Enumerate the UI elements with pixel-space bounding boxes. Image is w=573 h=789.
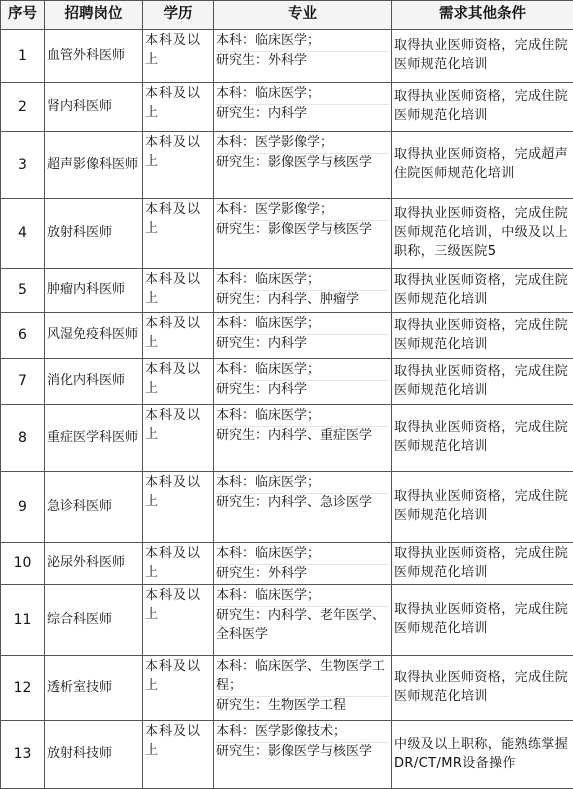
requirements-cell: 取得执业医师资格，完成住院医师规范化培训 — [392, 30, 573, 83]
row-index: 5 — [1, 269, 45, 313]
row-index: 9 — [1, 472, 45, 543]
major-cell — [214, 30, 392, 83]
major-cell — [214, 269, 392, 313]
header-education: 学历 — [143, 1, 214, 30]
major-graduate: 研究生：内科学 — [216, 334, 389, 354]
major-undergrad: 本科：医学影像技术； — [216, 723, 389, 742]
row-index: 2 — [1, 83, 45, 132]
table-row — [1, 132, 573, 199]
education-cell: 本科及以上 — [143, 269, 214, 313]
header-requirements: 需求其他条件 — [392, 1, 573, 30]
major-undergrad: 本科：临床医学、生物医学工程； — [216, 658, 389, 696]
major-cell — [214, 313, 392, 359]
major-cell — [214, 83, 392, 132]
position-cell: 超声影像科医师 — [45, 132, 143, 199]
row-index: 4 — [1, 199, 45, 269]
education-cell: 本科及以上 — [143, 543, 214, 585]
major-cell — [214, 721, 392, 789]
table-row — [1, 543, 573, 585]
major-cell — [214, 405, 392, 472]
education-cell: 本科及以上 — [143, 472, 214, 543]
education-cell: 本科及以上 — [143, 405, 214, 472]
row-index: 3 — [1, 132, 45, 199]
table-row — [1, 721, 573, 789]
major-undergrad: 本科：医学影像学； — [216, 134, 389, 153]
major-undergrad: 本科：临床医学； — [216, 271, 389, 290]
major-cell — [214, 132, 392, 199]
major-graduate: 研究生：内科学、急诊医学 — [216, 493, 389, 513]
position-cell: 透析室技师 — [45, 656, 143, 721]
row-index: 12 — [1, 656, 45, 721]
table-header-row — [1, 1, 573, 30]
requirements-cell: 取得执业医师资格，完成住院医师规范化培训 — [392, 269, 573, 313]
requirements-cell: 取得执业医师资格，完成住院医师规范化培训 — [392, 585, 573, 656]
major-cell — [214, 585, 392, 656]
education-cell: 本科及以上 — [143, 656, 214, 721]
requirements-cell: 取得执业医师资格，完成住院医师规范化培训 — [392, 405, 573, 472]
position-cell: 综合科医师 — [45, 585, 143, 656]
major-graduate: 研究生：外科学 — [216, 564, 389, 584]
major-undergrad: 本科：临床医学； — [216, 32, 389, 51]
requirements-cell: 取得执业医师资格，完成住院医师规范化培训 — [392, 472, 573, 543]
position-cell: 放射科医师 — [45, 199, 143, 269]
row-index: 13 — [1, 721, 45, 789]
requirements-cell: 取得执业医师资格，完成住院医师规范化培训 — [392, 313, 573, 359]
major-undergrad: 本科：医学影像学； — [216, 201, 389, 220]
major-cell — [214, 199, 392, 269]
position-cell: 风湿免疫科医师 — [45, 313, 143, 359]
education-cell: 本科及以上 — [143, 585, 214, 656]
position-cell: 泌尿外科医师 — [45, 543, 143, 585]
position-cell: 肾内科医师 — [45, 83, 143, 132]
table-row — [1, 585, 573, 656]
major-cell — [214, 656, 392, 721]
row-index: 8 — [1, 405, 45, 472]
header-major: 专业 — [214, 1, 392, 30]
major-cell — [214, 543, 392, 585]
major-graduate: 研究生：内科学、肿瘤学 — [216, 290, 389, 310]
education-cell: 本科及以上 — [143, 30, 214, 83]
major-graduate: 研究生：影像医学与核医学 — [216, 153, 389, 173]
requirements-cell: 中级及以上职称，能熟练掌握DR/CT/MR设备操作 — [392, 721, 573, 789]
table-row — [1, 269, 573, 313]
major-undergrad: 本科：临床医学； — [216, 315, 389, 334]
row-index: 6 — [1, 313, 45, 359]
requirements-cell: 取得执业医师资格，完成超声住院医师规范化培训 — [392, 132, 573, 199]
position-cell: 血管外科医师 — [45, 30, 143, 83]
major-graduate: 研究生：内科学、老年医学、全科医学 — [216, 606, 389, 645]
major-undergrad: 本科：临床医学； — [216, 545, 389, 564]
position-cell: 肿瘤内科医师 — [45, 269, 143, 313]
row-index: 10 — [1, 543, 45, 585]
major-undergrad: 本科：临床医学； — [216, 361, 389, 380]
major-cell — [214, 359, 392, 405]
header-index: 序号 — [1, 1, 45, 30]
requirements-cell: 取得执业医师资格，完成住院医师规范化培训 — [392, 543, 573, 585]
table-row — [1, 313, 573, 359]
major-undergrad: 本科：临床医学； — [216, 587, 389, 606]
major-graduate: 研究生：影像医学与核医学 — [216, 220, 389, 240]
education-cell: 本科及以上 — [143, 721, 214, 789]
position-cell: 消化内科医师 — [45, 359, 143, 405]
table-row — [1, 83, 573, 132]
major-graduate: 研究生：内科学、重症医学 — [216, 426, 389, 446]
table-row — [1, 199, 573, 269]
education-cell: 本科及以上 — [143, 132, 214, 199]
education-cell: 本科及以上 — [143, 199, 214, 269]
row-index: 11 — [1, 585, 45, 656]
requirements-cell: 取得执业医师资格，完成住院医师规范化培训 — [392, 83, 573, 132]
major-undergrad: 本科：临床医学； — [216, 85, 389, 104]
requirements-cell: 取得执业医师资格，完成住院医师规范化培训，中级及以上职称，三级医院5 — [392, 199, 573, 269]
education-cell: 本科及以上 — [143, 313, 214, 359]
position-cell: 放射科技师 — [45, 721, 143, 789]
education-cell: 本科及以上 — [143, 359, 214, 405]
table-row — [1, 30, 573, 83]
table-body — [1, 30, 573, 789]
major-cell — [214, 472, 392, 543]
position-cell: 急诊科医师 — [45, 472, 143, 543]
major-graduate: 研究生：内科学 — [216, 104, 389, 124]
education-cell: 本科及以上 — [143, 83, 214, 132]
row-index: 1 — [1, 30, 45, 83]
row-index: 7 — [1, 359, 45, 405]
major-graduate: 研究生：外科学 — [216, 51, 389, 71]
major-graduate: 研究生：内科学 — [216, 380, 389, 400]
major-graduate: 研究生：生物医学工程 — [216, 696, 389, 716]
header-position: 招聘岗位 — [45, 1, 143, 30]
table-row — [1, 359, 573, 405]
table-row — [1, 472, 573, 543]
major-undergrad: 本科：临床医学； — [216, 407, 389, 426]
table-row — [1, 405, 573, 472]
requirements-cell: 取得执业医师资格，完成住院医师规范化培训 — [392, 359, 573, 405]
major-undergrad: 本科：临床医学； — [216, 474, 389, 493]
table-row — [1, 656, 573, 721]
major-graduate: 研究生：影像医学与核医学 — [216, 742, 389, 762]
position-cell: 重症医学科医师 — [45, 405, 143, 472]
requirements-cell: 取得执业医师资格，完成住院医师规范化培训 — [392, 656, 573, 721]
